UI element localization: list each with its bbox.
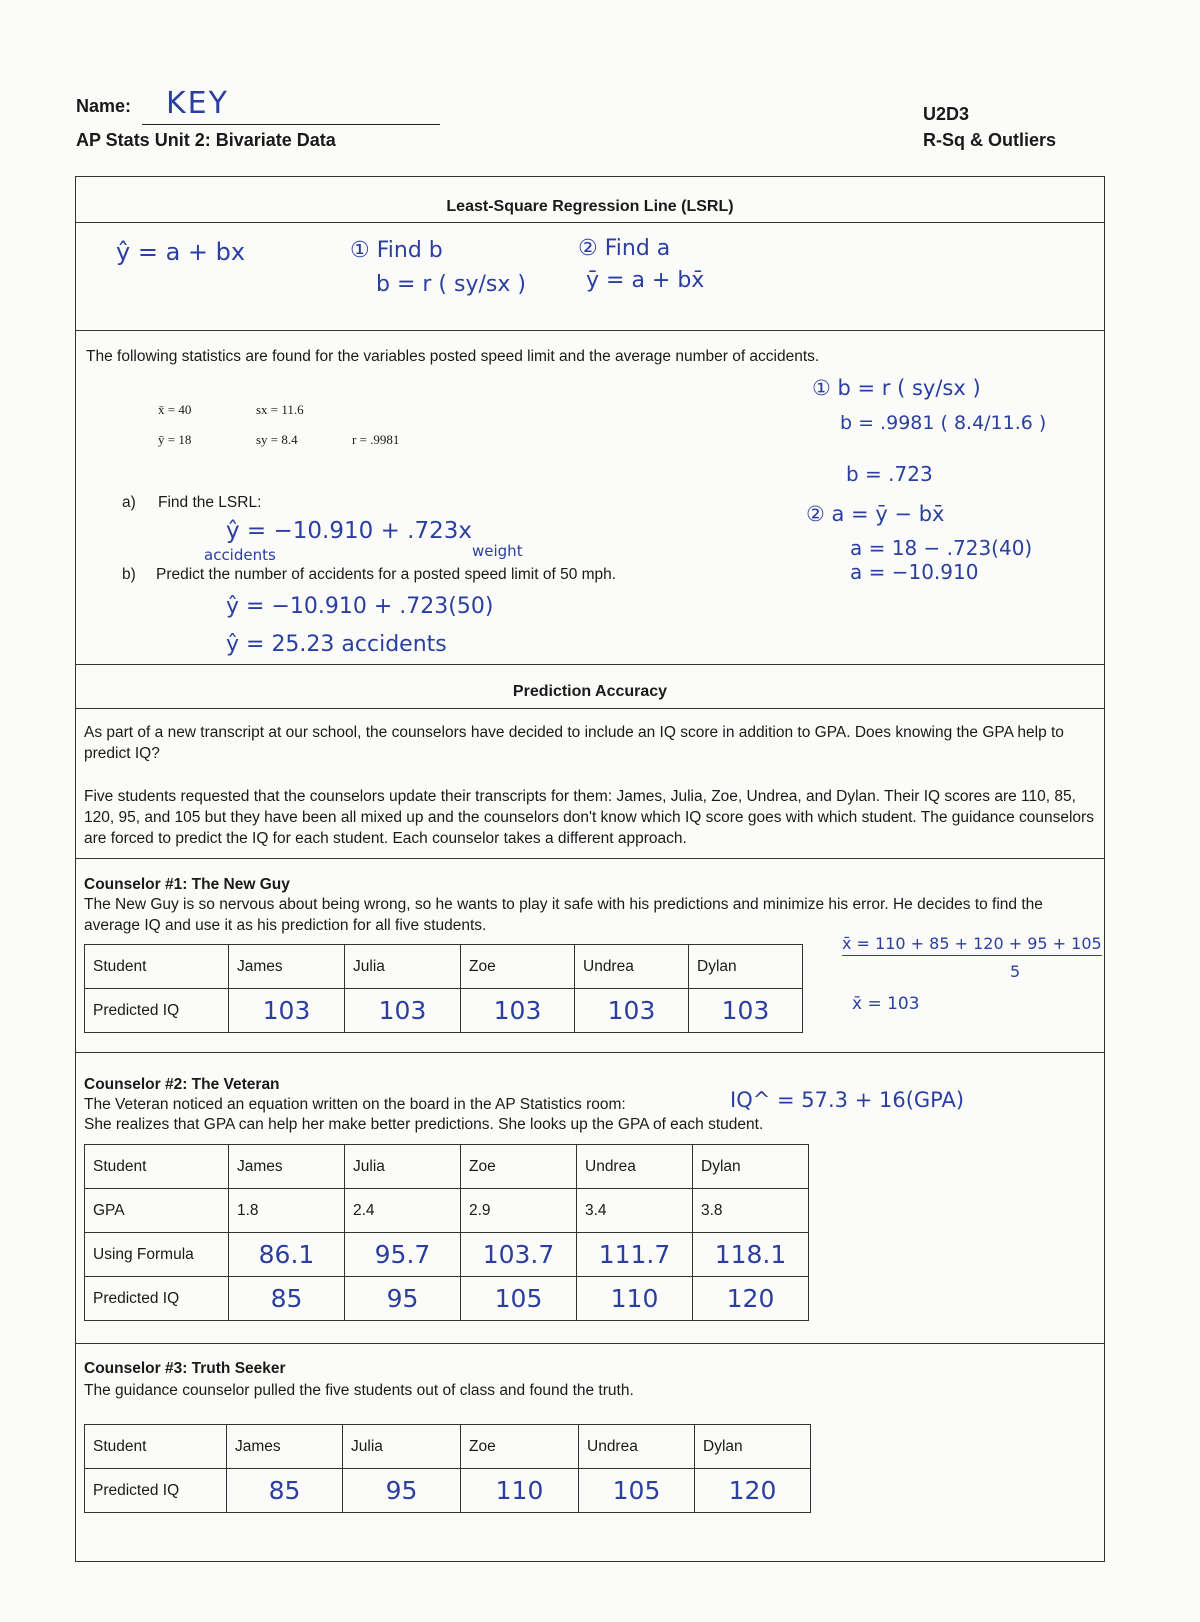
counselor-2-title: Counselor #2: The Veteran bbox=[84, 1076, 280, 1093]
student-undrea: Undrea bbox=[579, 1425, 695, 1469]
gpa-zoe: 2.9 bbox=[461, 1189, 577, 1233]
accuracy-paragraph-1: As part of a new transcript at our school, the counselors have decided to include an IQ score in addition to GPA. Does knowing the GPA help to predict IQ? bbox=[84, 724, 1064, 762]
predicted-iq-julia[interactable]: 95 bbox=[345, 1277, 461, 1321]
mean-work-numerator: x̄ = 110 + 85 + 120 + 95 + 105 bbox=[842, 934, 1102, 956]
table-row bbox=[85, 989, 803, 1033]
divider bbox=[75, 664, 1105, 665]
stat-sx: sx = 11.6 bbox=[256, 402, 304, 417]
counselor-2-table bbox=[84, 1144, 809, 1321]
predicted-iq-undrea[interactable]: 110 bbox=[577, 1277, 693, 1321]
student-zoe: Zoe bbox=[461, 945, 575, 989]
student-julia: Julia bbox=[343, 1425, 461, 1469]
counselor-3-table bbox=[84, 1424, 811, 1513]
step1-title: ① Find b bbox=[350, 238, 443, 263]
question-a-label: a) bbox=[122, 494, 136, 511]
predicted-iq-zoe[interactable]: 110 bbox=[461, 1469, 579, 1513]
work-a-step: ② a = ȳ − bx̄ bbox=[806, 502, 945, 526]
mean-work-denominator: 5 bbox=[1010, 962, 1021, 981]
formula-iq-james[interactable]: 86.1 bbox=[229, 1233, 345, 1277]
question-a-text: Find the LSRL: bbox=[158, 494, 262, 511]
accuracy-title: Prediction Accuracy bbox=[512, 683, 668, 700]
student-dylan: Dylan bbox=[695, 1425, 811, 1469]
divider bbox=[75, 330, 1105, 331]
question-b-label: b) bbox=[122, 566, 136, 583]
question-b-text: Predict the number of accidents for a posted speed limit of 50 mph. bbox=[156, 566, 617, 583]
work-a-substitute: a = 18 − .723(40) bbox=[850, 536, 1033, 560]
row-label-student: Student bbox=[85, 1425, 227, 1469]
lesson-topic: R-Sq & Outliers bbox=[923, 130, 1057, 150]
counselor-1-description: The New Guy is so nervous about being wrong, so he wants to play it safe with his predictions and minimize his error. He decides to find the average IQ and use it as his prediction for all five students. bbox=[84, 896, 1043, 934]
work-b-result: b = .723 bbox=[846, 462, 933, 486]
counselor-3-description: The guidance counselor pulled the five students out of class and found the truth. bbox=[84, 1382, 634, 1399]
stat-r: r = .9981 bbox=[352, 432, 400, 447]
veteran-equation: IQ^ = 57.3 + 16(GPA) bbox=[730, 1088, 965, 1112]
student-james: James bbox=[227, 1425, 343, 1469]
predicted-iq-julia[interactable]: 103 bbox=[345, 989, 461, 1033]
divider bbox=[75, 222, 1105, 223]
predicted-iq-james[interactable]: 103 bbox=[229, 989, 345, 1033]
work-b-step: ① b = r ( sy/sx ) bbox=[812, 376, 981, 400]
row-label-gpa: GPA bbox=[85, 1189, 229, 1233]
student-julia: Julia bbox=[345, 1145, 461, 1189]
row-label-predicted-iq: Predicted IQ bbox=[85, 1277, 229, 1321]
name-line bbox=[142, 124, 440, 125]
predicted-iq-undrea[interactable]: 103 bbox=[575, 989, 689, 1033]
answer-a[interactable]: ŷ = −10.910 + .723x bbox=[226, 518, 472, 544]
student-dylan: Dylan bbox=[689, 945, 803, 989]
table-row bbox=[85, 1425, 811, 1469]
divider bbox=[75, 708, 1105, 709]
lesson-code: U2D3 bbox=[923, 104, 970, 124]
counselor-1-table bbox=[84, 944, 803, 1033]
predicted-iq-dylan[interactable]: 120 bbox=[693, 1277, 809, 1321]
student-dylan: Dylan bbox=[693, 1145, 809, 1189]
predicted-iq-zoe[interactable]: 103 bbox=[461, 989, 575, 1033]
gpa-dylan: 3.8 bbox=[693, 1189, 809, 1233]
table-row bbox=[85, 1469, 811, 1513]
predicted-iq-zoe[interactable]: 105 bbox=[461, 1277, 577, 1321]
counselor-1-title: Counselor #1: The New Guy bbox=[84, 876, 290, 893]
step2-formula: ȳ = a + bx̄ bbox=[586, 268, 705, 293]
student-julia: Julia bbox=[345, 945, 461, 989]
table-row bbox=[85, 1277, 809, 1321]
student-zoe: Zoe bbox=[461, 1425, 579, 1469]
table-row bbox=[85, 1189, 809, 1233]
counselor-2-description-2: She realizes that GPA can help her make better predictions. She looks up the GPA of each student. bbox=[84, 1116, 764, 1133]
predicted-iq-dylan[interactable]: 120 bbox=[695, 1469, 811, 1513]
predicted-iq-undrea[interactable]: 105 bbox=[579, 1469, 695, 1513]
divider bbox=[75, 858, 1105, 859]
counselor-2-description-1: The Veteran noticed an equation written on the board in the AP Statistics room: bbox=[84, 1096, 626, 1113]
table-row bbox=[85, 945, 803, 989]
answer-b-line1[interactable]: ŷ = −10.910 + .723(50) bbox=[226, 594, 494, 619]
name-value[interactable]: KEY bbox=[166, 86, 229, 121]
formula-iq-dylan[interactable]: 118.1 bbox=[693, 1233, 809, 1277]
stat-xbar: x̄ = 40 bbox=[158, 402, 192, 417]
table-row bbox=[85, 1145, 809, 1189]
formula-iq-zoe[interactable]: 103.7 bbox=[461, 1233, 577, 1277]
unit-title: AP Stats Unit 2: Bivariate Data bbox=[76, 130, 336, 150]
table-row bbox=[85, 1233, 809, 1277]
student-undrea: Undrea bbox=[577, 1145, 693, 1189]
predicted-iq-james[interactable]: 85 bbox=[227, 1469, 343, 1513]
row-label-student: Student bbox=[85, 1145, 229, 1189]
work-a-result: a = −10.910 bbox=[850, 560, 979, 584]
counselor-3-title: Counselor #3: Truth Seeker bbox=[84, 1360, 286, 1377]
step2-title: ② Find a bbox=[578, 236, 671, 261]
stat-sy: sy = 8.4 bbox=[256, 432, 298, 447]
answer-a-y-note: accidents bbox=[204, 546, 276, 564]
student-james: James bbox=[229, 1145, 345, 1189]
answer-b-line2[interactable]: ŷ = 25.23 accidents bbox=[226, 632, 447, 657]
name-label: Name: bbox=[76, 96, 132, 116]
student-undrea: Undrea bbox=[575, 945, 689, 989]
row-label-using-formula: Using Formula bbox=[85, 1233, 229, 1277]
divider bbox=[75, 1343, 1105, 1344]
step1-formula: b = r ( sy/sx ) bbox=[376, 272, 526, 297]
row-label-student: Student bbox=[85, 945, 229, 989]
predicted-iq-dylan[interactable]: 103 bbox=[689, 989, 803, 1033]
lsrl-formula: ŷ = a + bx bbox=[116, 238, 246, 266]
student-zoe: Zoe bbox=[461, 1145, 577, 1189]
predicted-iq-james[interactable]: 85 bbox=[229, 1277, 345, 1321]
example-intro: The following statistics are found for the variables posted speed limit and the average number of accidents. bbox=[86, 348, 820, 365]
predicted-iq-julia[interactable]: 95 bbox=[343, 1469, 461, 1513]
divider bbox=[75, 1052, 1105, 1053]
accuracy-paragraph-2: Five students requested that the counselors update their transcripts for them: James, Julia, Zoe, Undrea, and Dylan. Their IQ scores are 110, 85, 120, 95, and 105 but they have been all mixed up and the counselors don't know which IQ score goes with which student. The guidance counselors are forced to predict the IQ for each student. Each counselor takes a different approach. bbox=[84, 788, 1094, 847]
lsrl-title: Least-Square Regression Line (LSRL) bbox=[446, 198, 734, 215]
answer-a-x-note: weight bbox=[472, 542, 523, 560]
mean-work-result: x̄ = 103 bbox=[852, 994, 920, 1014]
student-james: James bbox=[229, 945, 345, 989]
stat-ybar: ȳ = 18 bbox=[158, 432, 192, 447]
formula-iq-julia[interactable]: 95.7 bbox=[345, 1233, 461, 1277]
gpa-undrea: 3.4 bbox=[577, 1189, 693, 1233]
row-label-predicted-iq: Predicted IQ bbox=[85, 989, 229, 1033]
row-label-predicted-iq: Predicted IQ bbox=[85, 1469, 227, 1513]
gpa-julia: 2.4 bbox=[345, 1189, 461, 1233]
formula-iq-undrea[interactable]: 111.7 bbox=[577, 1233, 693, 1277]
work-b-substitute: b = .9981 ( 8.4/11.6 ) bbox=[840, 412, 1047, 434]
gpa-james: 1.8 bbox=[229, 1189, 345, 1233]
